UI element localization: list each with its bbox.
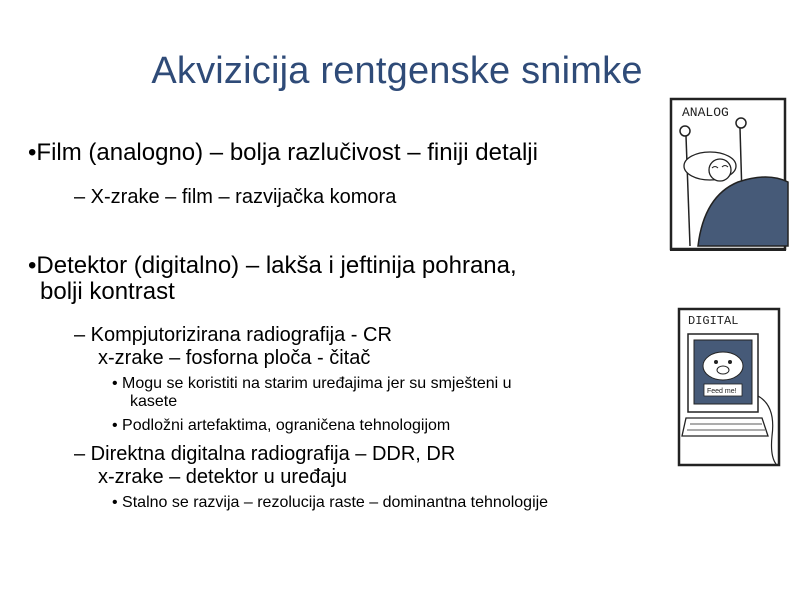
cr-point-cassettes-cont: kasete (130, 393, 178, 410)
sub-bullet-cr-cont: x-zrake – fosforna ploča - čitač (98, 347, 371, 369)
bullet-film: •Film (analogno) – bolja razlučivost – finiji detalji (28, 139, 538, 166)
screen-text: Feed me! (707, 388, 737, 395)
sub-bullet-dr-cont: x-zrake – detektor u uređaju (98, 466, 348, 488)
slide-title: Akvizicija rentgenske snimke (151, 50, 643, 92)
bullet-detector: •Detektor (digitalno) – lakša i jeftinija pohrana, (28, 252, 517, 279)
analog-cartoon (668, 96, 790, 254)
analog-label: ANALOG (682, 105, 729, 120)
digital-label: DIGITAL (688, 314, 739, 328)
sub-bullet-film-process: – X-zrake – film – razvijačka komora (74, 186, 397, 208)
sub-bullet-dr: – Direktna digitalna radiografija – DDR, DR (74, 443, 456, 465)
cr-point-artifacts: • Podložni artefaktima, ograničena tehnologijom (112, 417, 451, 434)
bullet-detector-cont: bolji kontrast (40, 278, 175, 305)
sub-bullet-cr: – Kompjutorizirana radiografija - CR (74, 324, 392, 346)
cr-point-cassettes: • Mogu se koristiti na starim uređajima jer su smješteni u (112, 375, 512, 392)
dr-point-developing: • Stalno se razvija – rezolucija raste – dominantna tehnologije (112, 494, 549, 511)
digital-cartoon (676, 306, 782, 470)
